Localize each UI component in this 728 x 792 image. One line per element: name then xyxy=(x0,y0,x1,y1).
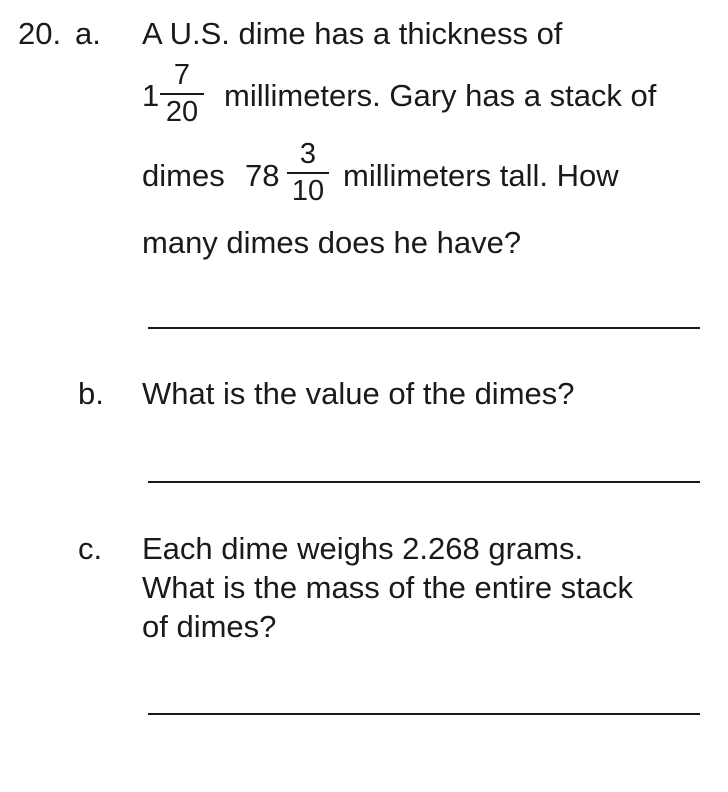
stack-whole-number: 78 xyxy=(245,158,280,193)
thickness-denominator: 20 xyxy=(165,96,199,128)
thickness-fraction-bar xyxy=(160,93,204,95)
answer-line-c[interactable] xyxy=(148,713,700,715)
thickness-numerator: 7 xyxy=(173,59,191,91)
part-a-line4: many dimes does he have? xyxy=(142,225,522,260)
answer-line-a[interactable] xyxy=(148,327,700,329)
part-a-line1: A U.S. dime has a thickness of xyxy=(142,16,563,51)
part-a-label: a. xyxy=(75,16,101,51)
part-a-line2: millimeters. Gary has a stack of xyxy=(224,78,657,113)
part-b-question: What is the value of the dimes? xyxy=(142,376,575,411)
part-c-label: c. xyxy=(78,531,103,566)
stack-fraction-bar xyxy=(287,172,329,174)
part-c-line1: Each dime weighs 2.268 grams. xyxy=(142,531,584,566)
part-a-line3-start: dimes xyxy=(142,158,225,193)
thickness-fraction xyxy=(160,61,204,127)
stack-denominator: 10 xyxy=(291,175,325,207)
stack-numerator: 3 xyxy=(299,138,317,170)
thickness-whole-number: 1 xyxy=(142,78,160,113)
answer-line-b[interactable] xyxy=(148,481,700,483)
part-c-line3: of dimes? xyxy=(142,609,277,644)
part-b-label: b. xyxy=(78,376,104,411)
stack-fraction xyxy=(287,140,329,206)
part-c-line2: What is the mass of the entire stack xyxy=(142,570,634,605)
part-a-line3-rest: millimeters tall. How xyxy=(343,158,619,193)
problem-number: 20. xyxy=(18,16,62,51)
